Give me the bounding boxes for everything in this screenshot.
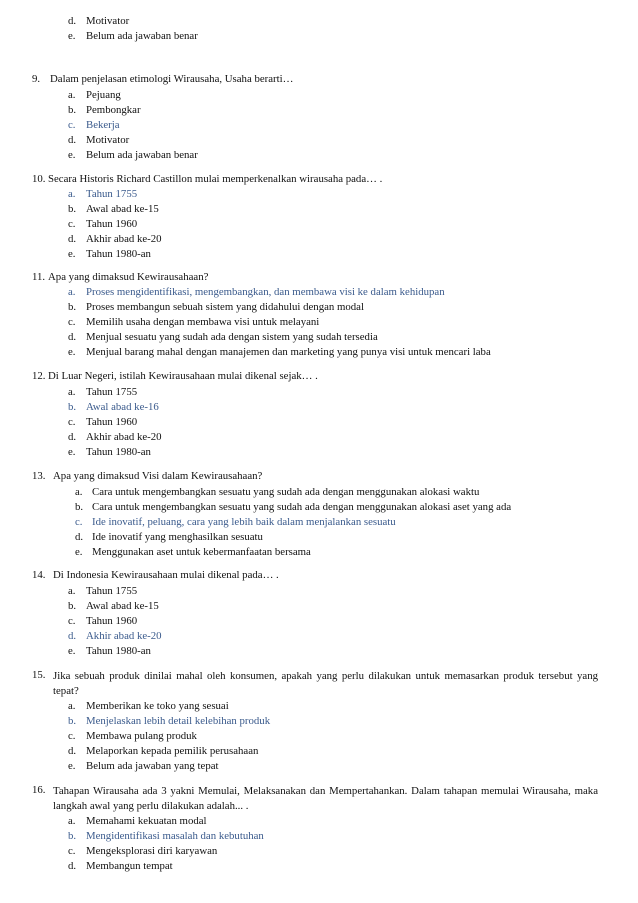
option-text: Memilih usaha dengan membawa visi untuk melayani: [86, 316, 320, 328]
option-letter: e.: [68, 248, 76, 260]
option-text: Mengeksplorasi diri karyawan: [86, 845, 218, 857]
option-text: Belum ada jawaban benar: [86, 30, 198, 42]
option-text: Akhir abad ke-20: [86, 233, 162, 245]
option-letter: e.: [75, 546, 83, 558]
option-letter: e.: [68, 346, 76, 358]
question-text: Apa yang dimaksud Visi dalam Kewirausahaan?: [53, 470, 263, 482]
question-text: Dalam penjelasan etimologi Wirausaha, Usaha berarti…: [50, 73, 294, 85]
answer-option-letter: c.: [75, 516, 83, 528]
option-text: Membangun tempat: [86, 860, 173, 872]
option-letter: b.: [75, 501, 84, 513]
option-text: Tahun 1980-an: [86, 248, 151, 260]
option-letter: a.: [68, 386, 76, 398]
answer-option-text: Tahun 1755: [86, 188, 138, 200]
question-number: 11.: [32, 271, 46, 283]
answer-option-text: Ide inovatif, peluang, cara yang lebih baik dalam menjalankan sesuatu: [92, 516, 396, 528]
option-text: Menjual sesuatu yang sudah ada dengan sistem yang sudah tersedia: [86, 331, 378, 343]
option-letter: e.: [68, 30, 76, 42]
option-letter: a.: [68, 585, 76, 597]
answer-option-letter: b.: [68, 830, 77, 842]
question-text: Apa yang dimaksud Kewirausahaan?: [48, 271, 209, 283]
question-number: 13.: [32, 470, 46, 482]
answer-option-text: Bekerja: [86, 119, 120, 131]
option-letter: c.: [68, 218, 76, 230]
option-letter: c.: [68, 615, 76, 627]
option-text: Ide inovatif yang menghasilkan sesuatu: [92, 531, 263, 543]
option-letter: b.: [68, 203, 77, 215]
option-text: Menggunakan aset untuk kebermanfaatan bersama: [92, 546, 311, 558]
option-letter: d.: [75, 531, 84, 543]
option-letter: d.: [68, 15, 77, 27]
answer-option-letter: b.: [68, 401, 77, 413]
option-text: Proses membangun sebuah sistem yang didahului dengan modal: [86, 301, 364, 313]
option-text: Awal abad ke-15: [86, 203, 159, 215]
option-text: Akhir abad ke-20: [86, 431, 162, 443]
option-text: Tahun 1980-an: [86, 645, 151, 657]
option-letter: d.: [68, 745, 77, 757]
option-letter: e.: [68, 149, 76, 161]
option-text: Motivator: [86, 134, 130, 146]
option-text: Membawa pulang produk: [86, 730, 197, 742]
option-text: Tahun 1960: [86, 615, 138, 627]
option-text: Cara untuk mengembangkan sesuatu yang sudah ada dengan menggunakan alokasi aset yang ada: [92, 501, 512, 513]
option-text: Cara untuk mengembangkan sesuatu yang sudah ada dengan menggunakan alokasi waktu: [92, 486, 480, 498]
question-text: Di Indonesia Kewirausahaan mulai dikenal pada… .: [53, 569, 279, 581]
option-text: Tahun 1980-an: [86, 446, 151, 458]
option-text: Tahun 1960: [86, 218, 138, 230]
option-letter: e.: [68, 760, 76, 772]
option-letter: d.: [68, 134, 77, 146]
question-number: 14.: [32, 569, 46, 581]
question-number: 9.: [32, 73, 41, 85]
option-text: Awal abad ke-15: [86, 600, 159, 612]
answer-option-letter: c.: [68, 119, 76, 131]
answer-option-text: Akhir abad ke-20: [86, 630, 162, 642]
option-text: Memberikan ke toko yang sesuai: [86, 700, 229, 712]
option-letter: d.: [68, 331, 77, 343]
option-letter: a.: [68, 815, 76, 827]
option-text: Motivator: [86, 15, 130, 27]
option-text: Pejuang: [86, 89, 121, 101]
option-letter: c.: [68, 730, 76, 742]
option-letter: d.: [68, 860, 77, 872]
question-text: Tahapan Wirausaha ada 3 yakni Memulai, Melaksanakan dan Mempertahankan. Dalam tahapan memulai Wirausaha, maka langkah awal yang perlu dilakukan adalah... .: [53, 785, 598, 812]
option-letter: c.: [68, 316, 76, 328]
option-text: Melaporkan kepada pemilik perusahaan: [86, 745, 259, 757]
question-number: 10.: [32, 173, 46, 185]
option-letter: d.: [68, 431, 77, 443]
option-letter: b.: [68, 104, 77, 116]
question-text: Di Luar Negeri, istilah Kewirausahaan mulai dikenal sejak… .: [48, 370, 318, 382]
answer-option-text: Proses mengidentifikasi, mengembangkan, dan membawa visi ke dalam kehidupan: [86, 286, 445, 298]
option-letter: c.: [68, 416, 76, 428]
option-letter: a.: [75, 486, 83, 498]
option-letter: d.: [68, 233, 77, 245]
option-letter: c.: [68, 845, 76, 857]
option-text: Pembongkar: [86, 104, 141, 116]
option-letter: b.: [68, 600, 77, 612]
option-text: Tahun 1755: [86, 585, 138, 597]
answer-option-letter: a.: [68, 188, 76, 200]
answer-option-text: Menjelaskan lebih detail kelebihan produk: [86, 715, 271, 727]
question-number: 12.: [32, 370, 46, 382]
option-letter: a.: [68, 89, 76, 101]
question-text: Jika sebuah produk dinilai mahal oleh konsumen, apakah yang perlu dilakukan untuk memasarkan produk tersebut yang tepat?: [53, 670, 598, 697]
option-text: Tahun 1755: [86, 386, 138, 398]
option-text: Menjual barang mahal dengan manajemen dan marketing yang punya visi untuk mencari laba: [86, 346, 491, 358]
question-text: Secara Historis Richard Castillon mulai memperkenalkan wirausaha pada… .: [48, 173, 383, 185]
option-letter: b.: [68, 301, 77, 313]
option-text: Belum ada jawaban benar: [86, 149, 198, 161]
answer-option-text: Awal abad ke-16: [86, 401, 159, 413]
answer-option-letter: d.: [68, 630, 77, 642]
option-letter: e.: [68, 645, 76, 657]
answer-option-letter: b.: [68, 715, 77, 727]
option-letter: a.: [68, 700, 76, 712]
option-letter: e.: [68, 446, 76, 458]
question-number: 16.: [32, 784, 46, 796]
option-text: Belum ada jawaban yang tepat: [86, 760, 219, 772]
answer-option-letter: a.: [68, 286, 76, 298]
question-number: 15.: [32, 669, 46, 681]
option-text: Memahami kekuatan modal: [86, 815, 207, 827]
answer-option-text: Mengidentifikasi masalah dan kebutuhan: [86, 830, 264, 842]
option-text: Tahun 1960: [86, 416, 138, 428]
